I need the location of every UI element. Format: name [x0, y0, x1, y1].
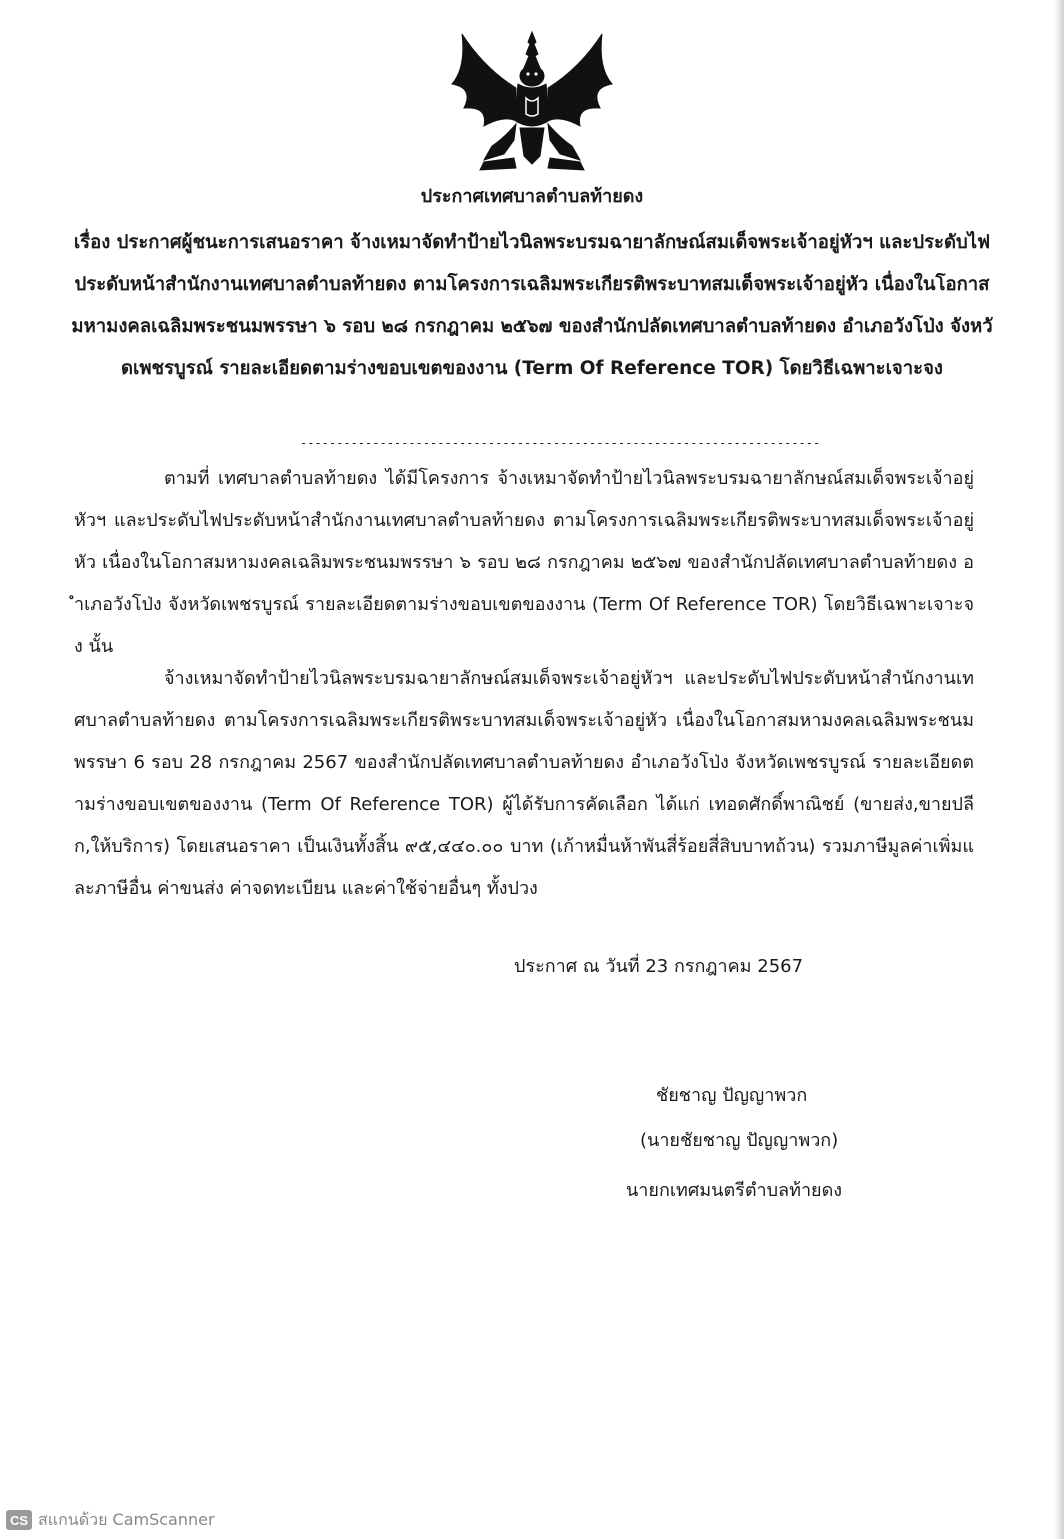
signature-signed-name: ชัยชาญ ปัญญาพวก: [656, 1085, 808, 1106]
section-divider: ------------------------------------------------------------------------: [300, 436, 821, 450]
announcement-subject: เรื่อง ประกาศผู้ชนะการเสนอราคา จ้างเหมาจัดทำป้ายไวนิลพระบรมฉายาลักษณ์สมเด็จพระเจ้าอยู่หัวฯ และประดับไฟประดับหน้าสำนักงานเทศบาลตำบลท้ายดง ตามโครงการเฉลิมพระเกียรติพระบาทสมเด็จพระเจ้าอยู่หัว เนื่องในโอกาสมหามงคลเฉลิมพระชนมพรรษา ๖ รอบ ๒๘ กรกฎาคม ๒๕๖๗ ของสำนักปลัดเทศบาลตำบลท้ายดง อำเภอวังโป่ง จังหวัดเพชรบูรณ์ รายละเอียดตามร่างขอบเขตของงาน (Term Of Reference TOR) โดยวิธีเฉพาะเจาะจง: [71, 232, 993, 379]
scan-edge-shadow: [1054, 0, 1064, 1539]
signature-printed-name: (นายชัยชาญ ปัญญาพวก): [640, 1130, 839, 1151]
body-paragraph-2: จ้างเหมาจัดทำป้ายไวนิลพระบรมฉายาลักษณ์สมเด็จพระเจ้าอยู่หัวฯ และประดับไฟประดับหน้าสำนักงานเทศบาลตำบลท้ายดง ตามโครงการเฉลิมพระเกียรติพระบาทสมเด็จพระเจ้าอยู่หัว เนื่องในโอกาสมหามงคลเฉลิมพระชนมพรรษา 6 รอบ 28 กรกฎาคม 2567 ของสำนักปลัดเทศบาลตำบลท้ายดง อำเภอวังโป่ง จังหวัดเพชรบูรณ์ รายละเอียดตามร่างขอบเขตของงาน (Term Of Reference TOR) ผู้ได้รับการคัดเลือก ได้แก่ เทอดศักดิ์พาณิชย์ (ขายส่ง,ขายปลีก,ให้บริการ) โดยเสนอราคา เป็นเงินทั้งสิ้น ๙๕,๔๔๐.๐๐ บาท (เก้าหมื่นห้าพันสี่ร้อยสี่สิบบาทถ้วน) รวมภาษีมูลค่าเพิ่มและภาษีอื่น ค่าขนส่ง ค่าจดทะเบียน และค่าใช้จ่ายอื่นๆ ทั้งปวง: [74, 668, 974, 899]
garuda-emblem-icon: [444, 28, 620, 174]
announcement-heading: ประกาศเทศบาลตำบลท้ายดง: [420, 186, 644, 207]
body-paragraph-1: ตามที่ เทศบาลตำบลท้ายดง ได้มีโครงการ จ้างเหมาจัดทำป้ายไวนิลพระบรมฉายาลักษณ์สมเด็จพระเจ้าอยู่หัวฯ และประดับไฟประดับหน้าสำนักงานเทศบาลตำบลท้ายดง ตามโครงการเฉลิมพระเกียรติพระบาทสมเด็จพระเจ้าอยู่หัว เนื่องในโอกาสมหามงคลเฉลิมพระชนมพรรษา ๖ รอบ ๒๘ กรกฎาคม ๒๕๖๗ ของสำนักปลัดเทศบาลตำบลท้ายดง อำเภอวังโป่ง จังหวัดเพชรบูรณ์ รายละเอียดตามร่างขอบเขตของงาน (Term Of Reference TOR) โดยวิธีเฉพาะเจาะจง นั้น: [74, 468, 974, 657]
scanner-footer-text: สแกนด้วย CamScanner: [38, 1509, 215, 1529]
signature-position: นายกเทศมนตรีตำบลท้ายดง: [626, 1180, 843, 1201]
scanner-footer: [6, 1508, 215, 1532]
camscanner-logo-icon: CS: [6, 1510, 32, 1530]
announcement-date: ประกาศ ณ วันที่ 23 กรกฎาคม 2567: [514, 956, 804, 977]
